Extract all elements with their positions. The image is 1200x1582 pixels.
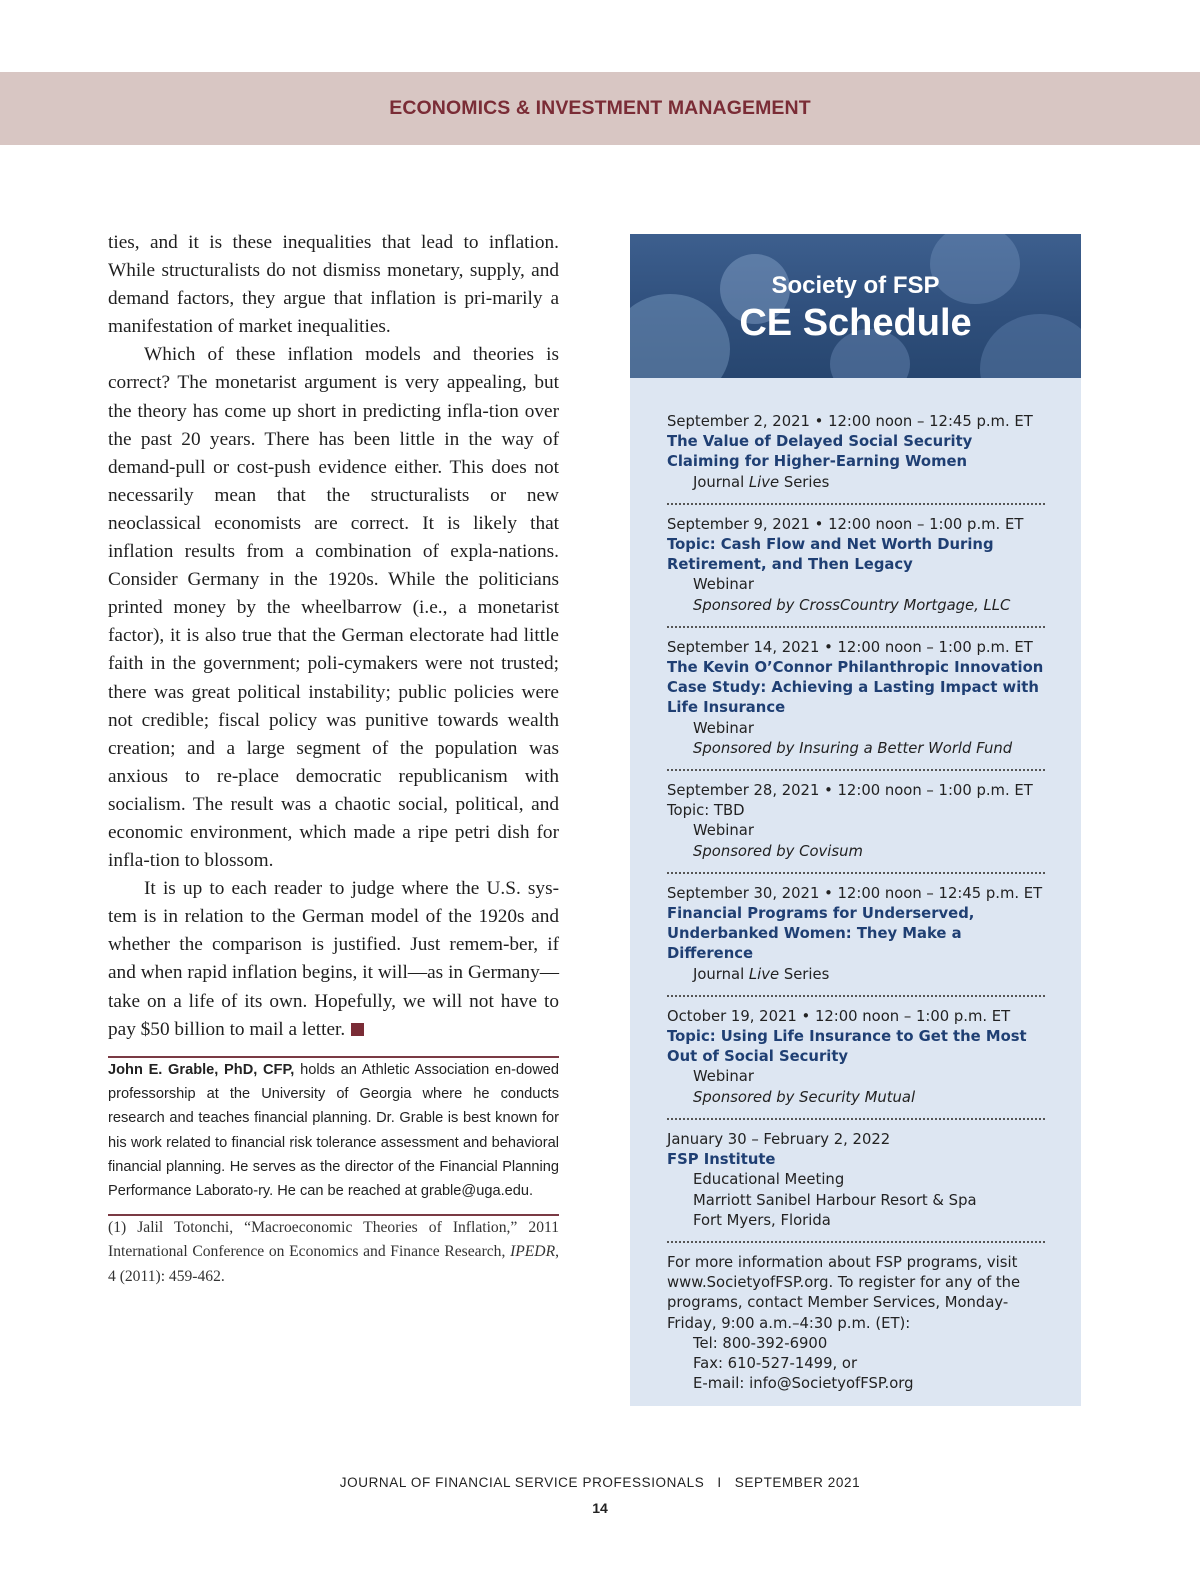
- event-sponsor: Sponsored by CrossCountry Mortgage, LLC: [693, 596, 1011, 614]
- contact-email: E-mail: info@SocietyofFSP.org: [693, 1375, 914, 1393]
- article-paragraph-text: It is up to each reader to judge where the U.S. sys-tem is in relation to the German model of the 1920s and whether the comparison is justified. Just remem-ber, if and when rapid inflation begins, it will—as in Germany—take on a life of its own. Hopefully, we will not have to pay $50 billion to mail a letter.: [108, 878, 559, 1040]
- event-venue: Marriott Sanibel Harbour Resort & Spa: [693, 1191, 977, 1209]
- event-title: FSP Institute: [667, 1151, 776, 1169]
- contact-fax: Fax: 610-527-1499, or: [693, 1354, 858, 1372]
- event-date: September 9, 2021 • 12:00 noon – 1:00 p.m. ET: [667, 515, 1024, 533]
- event-format: Webinar: [693, 822, 754, 840]
- article-column: [108, 229, 559, 1289]
- event-item: [667, 638, 1045, 771]
- event-date: September 28, 2021 • 12:00 noon – 1:00 p.m. ET: [667, 782, 1033, 800]
- contact-text: For more information about FSP programs, visit www.SocietyofFSP.org. To register for any of the programs, contact Member Services, Monday-Friday, 9:00 a.m.–4:30 p.m. (ET):: [667, 1253, 1021, 1332]
- contact-info: [667, 1253, 1045, 1394]
- event-date: September 30, 2021 • 12:00 noon – 12:45 p.m. ET: [667, 884, 1043, 902]
- ce-schedule-subtitle: Society of FSP: [771, 272, 940, 299]
- event-title: The Value of Delayed Social Security Claiming for Higher-Earning Women: [667, 433, 973, 471]
- footnote-tail: , 4 (2011): 459-462.: [108, 1243, 559, 1285]
- event-title: Topic: Using Life Insurance to Get the Most Out of Social Security: [667, 1028, 1027, 1066]
- author-bio: [108, 1058, 559, 1204]
- event-item: [667, 781, 1045, 874]
- event-title: The Kevin O’Connor Philanthropic Innovation Case Study: Achieving a Lasting Impact with Life Insurance: [667, 659, 1044, 717]
- end-mark-icon: [351, 1023, 364, 1036]
- ce-schedule-title: CE Schedule: [739, 302, 972, 344]
- section-title: ECONOMICS & INVESTMENT MANAGEMENT: [389, 97, 811, 119]
- event-item: [667, 884, 1045, 997]
- event-date: September 2, 2021 • 12:00 noon – 12:45 p.m. ET: [667, 413, 1033, 430]
- contact-tel: Tel: 800-392-6900: [693, 1334, 828, 1352]
- article-paragraph: Which of these inflation models and theories is correct? The monetarist argument is very appealing, but the theory has come up short in predicting infla-tion over the past 20 years. There has been little in the way of demand-pull or cost-push evidence either. This does not necessarily mean that the structuralists or new neoclassical economists are correct. It is likely that inflation results from a combination of expla-nations. Consider Germany in the 1920s. While the politicians printed money by the wheelbarrow (i.e., a monetarist factor), it is also true that the German electorate had little faith in the government; poli-cymakers were not trusted; there was great political instability; public policies were not credible; fiscal policy was punitive towards wealth creation; and a large segment of the population was anxious to re-place democratic republicanism with socialism. The result was a chaotic social, political, and economic environment, which made a ripe petri dish for infla-tion to blossom.: [108, 344, 559, 872]
- event-format: Journal Live Series: [693, 965, 830, 983]
- event-format: Webinar: [693, 1068, 754, 1086]
- footnote-journal: IPEDR: [510, 1243, 556, 1260]
- event-format: Webinar: [693, 719, 754, 737]
- event-title: Topic: Cash Flow and Net Worth During Retirement, and Then Legacy: [667, 536, 994, 574]
- ce-schedule-banner: [630, 234, 1081, 378]
- event-item: [667, 515, 1045, 628]
- author-bio-text: holds an Athletic Association en-dowed professorship at the University of Georgia where he conducts research and teaches financial planning. Dr. Grable is best known for his work related to financial risk tolerance assessment and behavioral financial planning. He serves as the director of the Financial Planning Performance Laborato-ry. He can be reached at grable@uga.edu.: [108, 1061, 559, 1200]
- article-paragraph: ties, and it is these inequalities that lead to inflation. While structuralists do not dismiss monetary, supply, and demand factors, they argue that inflation is pri-marily a manifestation of market inequalities.: [108, 232, 559, 338]
- event-format: Educational Meeting: [693, 1171, 845, 1189]
- section-header-band: [0, 72, 1200, 145]
- author-name: John E. Grable, PhD, CFP,: [108, 1061, 295, 1078]
- page-number: 14: [592, 1500, 608, 1516]
- event-item: [667, 1007, 1045, 1120]
- event-sponsor: Sponsored by Security Mutual: [693, 1088, 916, 1106]
- event-topic: Topic: TBD: [667, 802, 745, 820]
- event-format: Webinar: [693, 576, 754, 594]
- event-item: [667, 1130, 1045, 1243]
- event-date: October 19, 2021 • 12:00 noon – 1:00 p.m. ET: [667, 1007, 1011, 1025]
- ce-schedule-box: [630, 234, 1081, 1406]
- event-title: Financial Programs for Underserved, Underbanked Women: They Make a Difference: [667, 905, 975, 963]
- event-list: [667, 412, 1045, 1394]
- footnote: [108, 1216, 559, 1290]
- article-paragraph-last: [108, 875, 559, 1044]
- event-sponsor: Sponsored by Insuring a Better World Fund: [693, 739, 1013, 757]
- page-footer: JOURNAL OF FINANCIAL SERVICE PROFESSIONALS I SEPTEMBER 2021: [339, 1475, 861, 1490]
- event-date: January 30 – February 2, 2022: [667, 1130, 891, 1148]
- event-format: Journal Live Series: [693, 473, 830, 491]
- footnote-text: (1) Jalil Totonchi, “Macroeconomic Theories of Inflation,” 2011 International Conference on Economics and Finance Research,: [108, 1218, 559, 1260]
- event-sponsor: Sponsored by Covisum: [693, 842, 863, 860]
- event-location: Fort Myers, Florida: [693, 1211, 831, 1229]
- event-date: September 14, 2021 • 12:00 noon – 1:00 p.m. ET: [667, 638, 1033, 656]
- event-item: [667, 412, 1045, 505]
